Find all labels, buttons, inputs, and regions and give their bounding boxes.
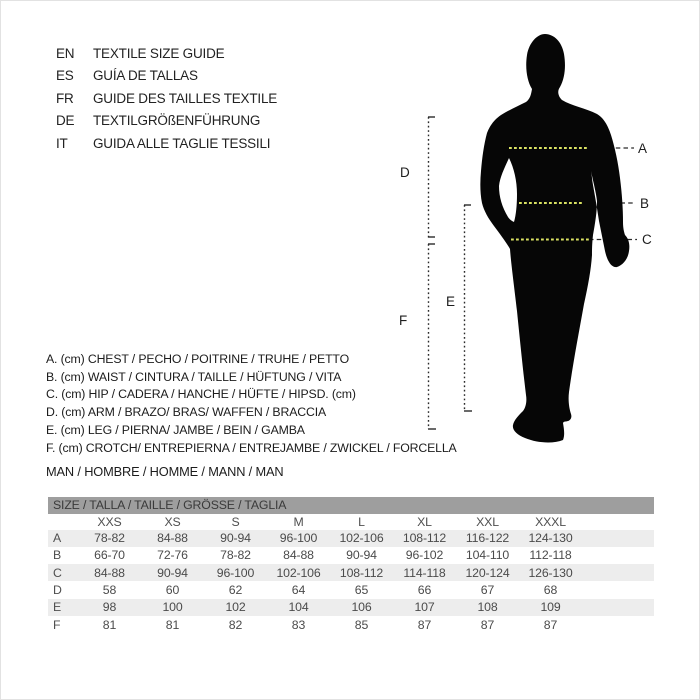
language-label: GUÍA DE TALLAS [93,68,198,84]
marker-a-label: A [638,141,648,156]
legend-item-leg: E. (cm) LEG / PIERNA/ JAMBE / BEIN / GAMBA [46,422,305,437]
cell: 90-94 [346,548,377,563]
man-silhouette [480,34,629,442]
cell: 112-118 [529,548,572,563]
marker-d-label: D [400,165,410,180]
cell: 104-110 [465,548,510,563]
language-label: GUIDA ALLE TAGLIE TESSILI [93,135,271,151]
cell: 102-106 [339,531,384,546]
col-header-m: M [293,514,304,529]
cell: 87 [543,617,558,632]
legend-item-chest: A. (cm) CHEST / PECHO / POITRINE / TRUHE / PETTO [46,352,349,366]
cell: 120-124 [465,565,510,580]
cell: 84-88 [157,531,188,546]
cell: 62 [228,583,243,598]
size-table [48,497,654,633]
language-code: IT [56,135,68,151]
cell: 104 [288,600,309,615]
col-header-xxs: XXS [97,514,122,529]
language-code: ES [56,68,74,84]
cell: 102 [225,600,246,615]
cell: 84-88 [94,565,125,580]
legend-item-crotch: F. (cm) CROTCH/ ENTREPIERNA / ENTREJAMBE / ZWICKEL / FORCELLA [46,440,457,455]
cell: 85 [354,617,369,632]
cell: 67 [480,583,495,598]
cell: 114-118 [403,565,446,580]
col-header-xs: XS [164,514,181,529]
cell: 96-100 [216,565,255,580]
language-code: DE [56,113,75,129]
table-row-b [48,547,654,564]
cell: 65 [354,583,369,598]
row-label: E [53,600,62,615]
legend-item-hip: C. (cm) HIP / CADERA / HANCHE / HÜFTE / HIPSD. (cm) [46,387,356,402]
col-header-l: L [358,514,365,529]
language-label: TEXTILE SIZE GUIDE [93,46,225,61]
legend-item-arm: D. (cm) ARM / BRAZO/ BRAS/ WAFFEN / BRACCIA [46,405,327,420]
cell: 107 [414,600,435,615]
size-table-title: SIZE / TALLA / TAILLE / GRÖSSE / TAGLIA [48,497,654,514]
cell: 66-70 [94,548,125,563]
language-label: TEXTILGRÖßENFÜHRUNG [93,113,261,129]
cell: 124-130 [528,531,573,546]
row-label: D [53,583,62,598]
cell: 96-102 [405,548,444,563]
cell: 60 [165,583,180,598]
cell: 109 [540,600,561,615]
marker-c-label: C [642,232,652,247]
table-row-e [48,599,654,616]
cell: 116-122 [465,531,510,546]
language-label: GUIDE DES TAILLES TEXTILE [93,90,278,106]
col-header-xxxl: XXXL [535,514,566,529]
marker-e-label: E [446,294,456,309]
cell: 87 [480,617,495,632]
cell: 102-106 [276,565,321,580]
cell: 90-94 [157,565,188,580]
cell: 98 [102,600,117,615]
cell: 64 [291,583,306,598]
cell: 68 [543,583,558,598]
cell: 78-82 [94,531,125,546]
cell: 84-88 [283,548,314,563]
cell: 108-112 [339,565,384,580]
row-label: A [53,531,62,546]
cell: 58 [102,583,117,598]
table-row-d [48,581,654,598]
cell: 81 [102,617,117,632]
measurement-legend [46,351,457,480]
category-man-label: MAN / HOMBRE / HOMME / MANN / MAN [46,463,284,479]
table-row-a [48,530,654,547]
row-label: C [53,565,62,580]
table-row-c [48,564,654,581]
cell: 66 [417,583,432,598]
table-row-f [48,616,654,633]
size-table-header-row [48,514,654,530]
col-header-xxl: XXL [476,514,499,529]
language-code: FR [56,90,74,106]
cell: 106 [351,600,372,615]
cell: 126-130 [528,565,573,580]
row-label: B [53,548,62,563]
cell: 78-82 [220,548,251,563]
cell: 100 [162,600,183,615]
legend-item-waist: B. (cm) WAIST / CINTURA / TAILLE / HÜFTUNG / VITA [46,369,342,384]
cell: 81 [165,617,180,632]
marker-f-label: F [399,313,408,328]
cell: 90-94 [220,531,251,546]
cell: 87 [417,617,432,632]
col-header-xl: XL [417,514,432,529]
cell: 108-112 [402,531,447,546]
col-header-s: S [231,514,240,529]
cell: 83 [291,617,306,632]
cell: 82 [228,617,243,632]
cell: 96-100 [279,531,318,546]
language-code: EN [56,46,75,61]
marker-b-label: B [640,196,650,211]
cell: 108 [477,600,498,615]
row-label: F [53,617,61,632]
cell: 72-76 [157,548,188,563]
